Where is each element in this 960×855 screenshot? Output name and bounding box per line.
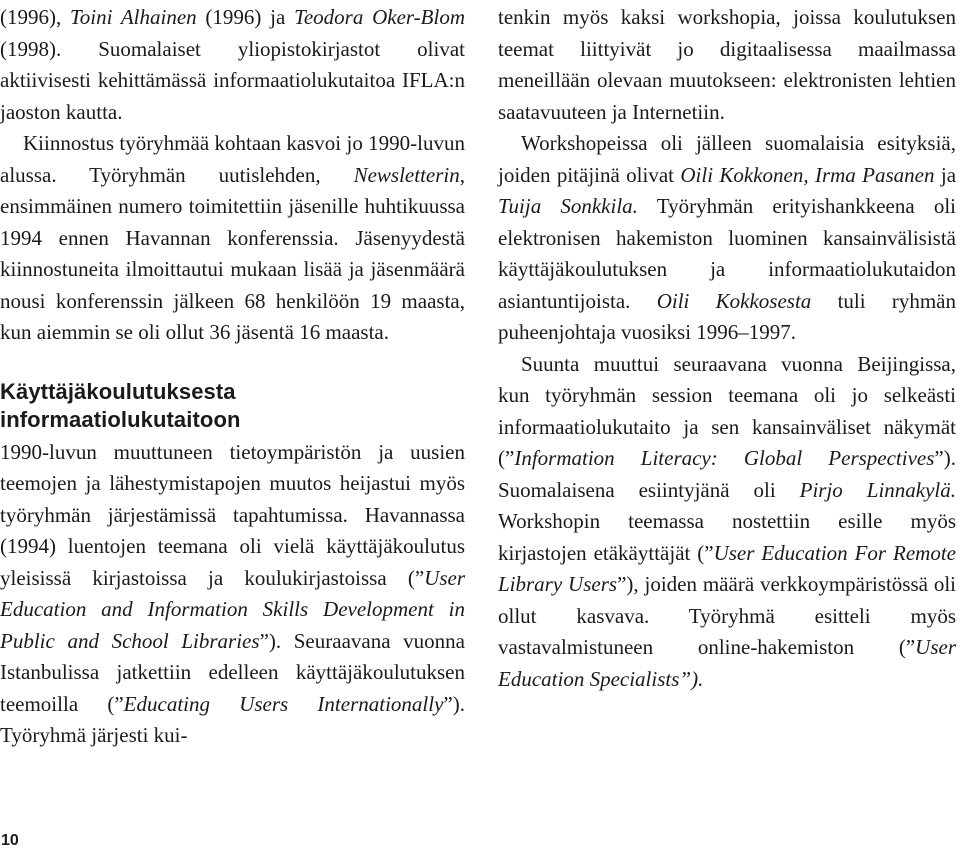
paragraph-intro — [0, 2, 465, 128]
text-run: (1996) ja — [196, 5, 295, 29]
text-run: ”), joiden määrä verkkoympäristössä oli ollut kasvava. Työryhmä esitteli myös vastavalmistuneen online-hakemiston (” — [498, 572, 957, 659]
page-number: 10 — [1, 832, 19, 849]
text-run: Työryhmän erityishankkeena oli elektronisen hakemiston luominen kansainvälisistä käyttäjäkoulutuksen ja informaatiolukutaidon asiantuntijoista. — [498, 194, 956, 313]
text-run: 1990-luvun muuttuneen tietoympäristön ja uusien teemojen ja lähestymistapojen muutos heijastui myös työryhmän järjestämissä tapahtumissa. Havannassa (1994) luentojen teemana oli vielä käyttäjäkoulutus yleisissä kirjastoissa ja koulukirjastoissa (” — [0, 439, 465, 590]
text-run: ”). Seuraavana vuonna Istanbulissa jatkettiin edelleen käyttäjäkoulutuksen teemoilla (” — [0, 628, 465, 716]
italic-title: Information Literacy: Global Perspectives — [514, 446, 935, 470]
section-heading-line: informaatiolukutaitoon — [0, 406, 241, 432]
text-run: Workshopeissa oli jälleen suomalaisia esityksiä, joiden pitäjinä olivat — [498, 131, 956, 187]
italic-title: Educating Users Internationally — [123, 691, 444, 716]
text-run: Workshopin teemassa nostettiin esille myös kirjastojen etäkäyttäjät (” — [498, 509, 956, 565]
italic-name: Oili Kokkosesta — [656, 288, 812, 313]
italic-title: User Education and Information Skills Development in Public and School Libraries — [0, 565, 465, 653]
text-run: ja — [934, 162, 957, 187]
text-run: (1998). Suomalaiset yliopistokirjastot olivat aktiivisesti kehittämässä informaatiolukutaitoa IFLA:n jaoston kautta. — [0, 36, 465, 124]
paragraph-workshops — [498, 2, 956, 128]
paragraph-beijing — [498, 349, 956, 696]
italic-name: Teodora Oker-Blom — [294, 5, 466, 29]
text-run: tenkin myös kaksi workshopia, joissa koulutuksen teemat liittyivät jo digitaalisessa maailmassa meneillään olevaan muutokseen: elektronisten lehtien saatavuuteen ja Internetiin. — [498, 5, 956, 124]
text-run: ”). Suomalaisena esiintyjänä oli — [498, 446, 956, 502]
text-run: Kiinnostus työryhmää kohtaan kasvoi jo 1990-luvun alussa. Työryhmän uutislehden, — [0, 131, 465, 187]
italic-name: Toini Alhainen — [70, 5, 197, 29]
section-heading — [0, 378, 465, 434]
italic-title: User Education For Remote Library Users — [498, 540, 956, 596]
text-run: tuli ryhmän puheenjohtaja vuosiksi 1996–1997. — [498, 288, 957, 344]
text-run: ”). Työryhmä järjesti kui- — [0, 691, 465, 747]
section-heading-line: Käyttäjäkoulutuksesta — [0, 378, 236, 404]
paragraph-interest — [0, 128, 465, 349]
italic-name: Pirjo Linnakylä. — [799, 477, 956, 502]
text-run: Suunta muuttui seuraavana vuonna Beijingissa, kun työryhmän session teemana oli jo selkeästi informaatiolukutaito ja sen kansainväliset näkymät (” — [498, 351, 956, 470]
right-column — [498, 2, 956, 695]
text-run: , ensimmäinen numero toimitettiin jäsenille huhtikuussa 1994 ennen Havannan konferenssia. Jäsenyydestä kiinnostuneita ilmoittautui mukaan lisää ja jäsenmäärä nousi konferenssin jälkeen 68 henkilöön 19 maasta, kun aiemmin se oli ollut 36 jäsentä 16 maasta. — [0, 162, 465, 344]
left-column — [0, 2, 465, 752]
italic-title: Newsletterin — [353, 162, 460, 187]
italic-name: Tuija Sonkkila. — [498, 194, 638, 218]
paragraph-1990s — [0, 437, 465, 752]
italic-name: Oili Kokkonen, Irma Pasanen — [680, 162, 935, 187]
italic-title: User Education Specialists”). — [498, 635, 956, 691]
paragraph-finnish-presentations — [498, 128, 956, 349]
text-run: (1996), — [0, 5, 71, 29]
